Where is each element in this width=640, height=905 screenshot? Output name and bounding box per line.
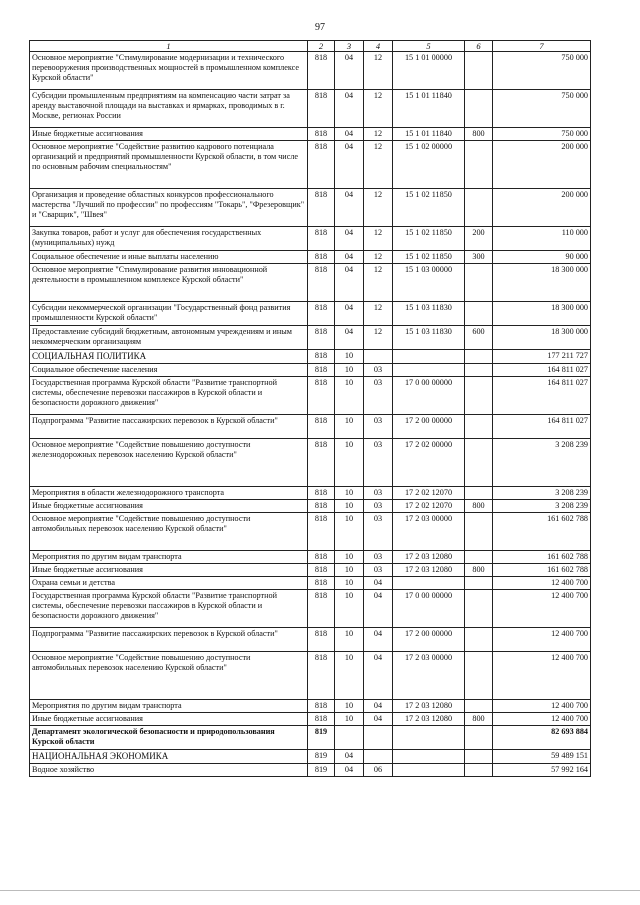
cell-target-article: 17 2 02 12070 bbox=[393, 500, 465, 513]
cell-target-article: 17 2 02 12070 bbox=[393, 487, 465, 500]
column-header: 5 bbox=[393, 41, 465, 52]
cell-ministry-code: 818 bbox=[308, 90, 335, 128]
cell-amount: 12 400 700 bbox=[493, 577, 591, 590]
cell-target-article: 15 1 02 11850 bbox=[393, 251, 465, 264]
cell-expense-type: 800 bbox=[465, 128, 493, 141]
cell-name: Иные бюджетные ассигнования bbox=[30, 128, 308, 141]
cell-ministry-code: 818 bbox=[308, 141, 335, 189]
cell-section-code: 04 bbox=[335, 251, 364, 264]
cell-ministry-code: 818 bbox=[308, 364, 335, 377]
cell-amount: 750 000 bbox=[493, 128, 591, 141]
cell-amount: 161 602 788 bbox=[493, 513, 591, 551]
cell-target-article: 15 1 01 11840 bbox=[393, 128, 465, 141]
cell-amount: 18 300 000 bbox=[493, 302, 591, 326]
cell-expense-type bbox=[465, 439, 493, 487]
cell-expense-type bbox=[465, 90, 493, 128]
cell-name: Организация и проведение областных конкурсов профессионального мастерства "Лучший по профессии" по профессиям "Токарь", "Фрезеровщик" и "Сварщик", "Швея" bbox=[30, 189, 308, 227]
cell-name: Основное мероприятие "Содействие повышению доступности автомобильных перевозок населению Курской области" bbox=[30, 513, 308, 551]
table-header-row bbox=[30, 41, 591, 52]
cell-section-code: 10 bbox=[335, 439, 364, 487]
cell-amount: 12 400 700 bbox=[493, 628, 591, 652]
cell-name: Мероприятия в области железнодорожного транспорта bbox=[30, 487, 308, 500]
cell-amount: 90 000 bbox=[493, 251, 591, 264]
table-row bbox=[30, 500, 591, 513]
cell-subsection-code: 12 bbox=[364, 326, 393, 350]
cell-amount: 161 602 788 bbox=[493, 551, 591, 564]
cell-subsection-code: 04 bbox=[364, 713, 393, 726]
cell-subsection-code: 12 bbox=[364, 141, 393, 189]
cell-subsection-code bbox=[364, 750, 393, 764]
column-header: 2 bbox=[308, 41, 335, 52]
table-row bbox=[30, 652, 591, 700]
cell-ministry-code: 819 bbox=[308, 750, 335, 764]
cell-subsection-code: 04 bbox=[364, 590, 393, 628]
cell-subsection-code: 04 bbox=[364, 700, 393, 713]
cell-subsection-code bbox=[364, 350, 393, 364]
cell-section-code: 10 bbox=[335, 364, 364, 377]
column-header: 1 bbox=[30, 41, 308, 52]
cell-target-article: 15 1 02 00000 bbox=[393, 141, 465, 189]
table-row bbox=[30, 227, 591, 251]
column-header: 6 bbox=[465, 41, 493, 52]
cell-subsection-code: 03 bbox=[364, 551, 393, 564]
cell-section-code: 10 bbox=[335, 513, 364, 551]
cell-name: Мероприятия по другим видам транспорта bbox=[30, 700, 308, 713]
page-number: 97 bbox=[315, 22, 325, 33]
cell-expense-type bbox=[465, 377, 493, 415]
table-row bbox=[30, 513, 591, 551]
cell-amount: 57 992 164 bbox=[493, 764, 591, 777]
cell-ministry-code: 818 bbox=[308, 628, 335, 652]
cell-section-code: 04 bbox=[335, 90, 364, 128]
cell-section-code: 04 bbox=[335, 764, 364, 777]
cell-ministry-code: 818 bbox=[308, 415, 335, 439]
table-row bbox=[30, 128, 591, 141]
cell-name: Основное мероприятие "Содействие повышению доступности железнодорожных перевозок населению Курской области" bbox=[30, 439, 308, 487]
cell-subsection-code: 03 bbox=[364, 377, 393, 415]
cell-name: Водное хозяйство bbox=[30, 764, 308, 777]
cell-ministry-code: 818 bbox=[308, 251, 335, 264]
cell-expense-type bbox=[465, 551, 493, 564]
cell-expense-type: 300 bbox=[465, 251, 493, 264]
cell-expense-type bbox=[465, 700, 493, 713]
cell-ministry-code: 819 bbox=[308, 726, 335, 750]
cell-amount: 82 693 884 bbox=[493, 726, 591, 750]
cell-amount: 164 811 027 bbox=[493, 364, 591, 377]
cell-target-article: 15 1 02 11850 bbox=[393, 189, 465, 227]
table-row bbox=[30, 189, 591, 227]
cell-ministry-code: 818 bbox=[308, 439, 335, 487]
table-row bbox=[30, 726, 591, 750]
table-row bbox=[30, 364, 591, 377]
cell-ministry-code: 818 bbox=[308, 227, 335, 251]
cell-ministry-code: 818 bbox=[308, 551, 335, 564]
cell-ministry-code: 818 bbox=[308, 264, 335, 302]
cell-name: Основное мероприятие "Стимулирование развития инновационной деятельности в промышленном комплексе Курской области" bbox=[30, 264, 308, 302]
table-row bbox=[30, 350, 591, 364]
table-row bbox=[30, 264, 591, 302]
cell-subsection-code: 03 bbox=[364, 500, 393, 513]
cell-name: Закупка товаров, работ и услуг для обеспечения государственных (муниципальных) нужд bbox=[30, 227, 308, 251]
table-row bbox=[30, 90, 591, 128]
cell-ministry-code: 818 bbox=[308, 350, 335, 364]
table-row bbox=[30, 377, 591, 415]
cell-expense-type bbox=[465, 590, 493, 628]
cell-section-code: 10 bbox=[335, 377, 364, 415]
cell-name: Охрана семьи и детства bbox=[30, 577, 308, 590]
cell-target-article: 17 2 00 00000 bbox=[393, 415, 465, 439]
cell-section-code: 04 bbox=[335, 52, 364, 90]
cell-ministry-code: 818 bbox=[308, 487, 335, 500]
cell-target-article: 15 1 02 11850 bbox=[393, 227, 465, 251]
cell-subsection-code: 12 bbox=[364, 189, 393, 227]
cell-section-code: 10 bbox=[335, 350, 364, 364]
table-row bbox=[30, 302, 591, 326]
cell-ministry-code: 818 bbox=[308, 128, 335, 141]
cell-target-article: 15 1 03 11830 bbox=[393, 302, 465, 326]
cell-name: Государственная программа Курской области "Развитие транспортной системы, обеспечение перевозки пассажиров в Курской области и безопасности дорожного движения" bbox=[30, 590, 308, 628]
cell-target-article: 17 2 00 00000 bbox=[393, 628, 465, 652]
cell-target-article bbox=[393, 726, 465, 750]
cell-target-article: 17 2 03 00000 bbox=[393, 513, 465, 551]
cell-ministry-code: 819 bbox=[308, 764, 335, 777]
cell-expense-type bbox=[465, 750, 493, 764]
cell-ministry-code: 818 bbox=[308, 189, 335, 227]
cell-expense-type bbox=[465, 415, 493, 439]
table-row bbox=[30, 713, 591, 726]
column-header: 4 bbox=[364, 41, 393, 52]
cell-target-article: 17 2 03 12080 bbox=[393, 700, 465, 713]
cell-section-code bbox=[335, 726, 364, 750]
cell-amount: 12 400 700 bbox=[493, 713, 591, 726]
cell-name: Социальное обеспечение населения bbox=[30, 364, 308, 377]
cell-ministry-code: 818 bbox=[308, 713, 335, 726]
cell-target-article: 17 0 00 00000 bbox=[393, 590, 465, 628]
cell-target-article bbox=[393, 350, 465, 364]
table-row bbox=[30, 487, 591, 500]
cell-expense-type bbox=[465, 364, 493, 377]
cell-expense-type: 800 bbox=[465, 500, 493, 513]
cell-section-code: 04 bbox=[335, 264, 364, 302]
cell-section-code: 10 bbox=[335, 628, 364, 652]
cell-name: Департамент экологической безопасности и природопользования Курской области bbox=[30, 726, 308, 750]
cell-target-article: 17 2 03 12080 bbox=[393, 713, 465, 726]
cell-target-article bbox=[393, 364, 465, 377]
column-header: 7 bbox=[493, 41, 591, 52]
cell-section-code: 10 bbox=[335, 487, 364, 500]
table-row bbox=[30, 764, 591, 777]
cell-name: Предоставление субсидий бюджетным, автономным учреждениям и иным некоммерческим организациям bbox=[30, 326, 308, 350]
table-row bbox=[30, 564, 591, 577]
table-row bbox=[30, 628, 591, 652]
cell-ministry-code: 818 bbox=[308, 52, 335, 90]
table-row bbox=[30, 700, 591, 713]
cell-section-code: 04 bbox=[335, 141, 364, 189]
table-row bbox=[30, 326, 591, 350]
cell-name: Основное мероприятие "Стимулирование модернизации и технического перевооружения производственных мощностей в промышленном комплексе Курской области" bbox=[30, 52, 308, 90]
cell-expense-type bbox=[465, 764, 493, 777]
cell-name: Государственная программа Курской области "Развитие транспортной системы, обеспечение перевозки пассажиров в Курской области и безопасности дорожного движения" bbox=[30, 377, 308, 415]
cell-subsection-code: 03 bbox=[364, 439, 393, 487]
cell-name: Подпрограмма "Развитие пассажирских перевозок в Курской области" bbox=[30, 415, 308, 439]
cell-subsection-code: 03 bbox=[364, 415, 393, 439]
cell-amount: 12 400 700 bbox=[493, 700, 591, 713]
cell-target-article: 15 1 01 00000 bbox=[393, 52, 465, 90]
cell-expense-type bbox=[465, 189, 493, 227]
table-row bbox=[30, 551, 591, 564]
budget-table bbox=[29, 40, 591, 777]
cell-amount: 12 400 700 bbox=[493, 590, 591, 628]
cell-amount: 3 208 239 bbox=[493, 500, 591, 513]
cell-subsection-code: 12 bbox=[364, 227, 393, 251]
cell-section-code: 10 bbox=[335, 577, 364, 590]
cell-section-code: 04 bbox=[335, 227, 364, 251]
table-row bbox=[30, 251, 591, 264]
cell-amount: 200 000 bbox=[493, 141, 591, 189]
cell-expense-type bbox=[465, 577, 493, 590]
cell-expense-type bbox=[465, 726, 493, 750]
cell-section-code: 10 bbox=[335, 713, 364, 726]
cell-section-code: 10 bbox=[335, 700, 364, 713]
cell-section-code: 10 bbox=[335, 500, 364, 513]
cell-subsection-code: 12 bbox=[364, 52, 393, 90]
cell-section-code: 04 bbox=[335, 326, 364, 350]
cell-subsection-code: 06 bbox=[364, 764, 393, 777]
cell-amount: 12 400 700 bbox=[493, 652, 591, 700]
cell-amount: 18 300 000 bbox=[493, 326, 591, 350]
cell-section-code: 04 bbox=[335, 302, 364, 326]
cell-amount: 59 489 151 bbox=[493, 750, 591, 764]
cell-name: Иные бюджетные ассигнования bbox=[30, 500, 308, 513]
cell-ministry-code: 818 bbox=[308, 377, 335, 415]
cell-amount: 164 811 027 bbox=[493, 415, 591, 439]
cell-subsection-code: 12 bbox=[364, 302, 393, 326]
cell-subsection-code: 04 bbox=[364, 628, 393, 652]
cell-subsection-code: 12 bbox=[364, 251, 393, 264]
cell-expense-type: 200 bbox=[465, 227, 493, 251]
cell-subsection-code: 03 bbox=[364, 487, 393, 500]
cell-subsection-code: 12 bbox=[364, 128, 393, 141]
cell-amount: 18 300 000 bbox=[493, 264, 591, 302]
cell-target-article bbox=[393, 750, 465, 764]
table-body bbox=[30, 52, 591, 777]
cell-expense-type bbox=[465, 52, 493, 90]
cell-expense-type bbox=[465, 487, 493, 500]
column-header: 3 bbox=[335, 41, 364, 52]
cell-name: Мероприятия по другим видам транспорта bbox=[30, 551, 308, 564]
cell-expense-type bbox=[465, 652, 493, 700]
cell-name: Социальное обеспечение и иные выплаты населению bbox=[30, 251, 308, 264]
cell-ministry-code: 818 bbox=[308, 564, 335, 577]
cell-expense-type: 800 bbox=[465, 713, 493, 726]
cell-ministry-code: 818 bbox=[308, 590, 335, 628]
cell-section-code: 10 bbox=[335, 415, 364, 439]
cell-subsection-code: 03 bbox=[364, 364, 393, 377]
cell-expense-type: 800 bbox=[465, 564, 493, 577]
table-row bbox=[30, 590, 591, 628]
cell-expense-type: 600 bbox=[465, 326, 493, 350]
cell-expense-type bbox=[465, 302, 493, 326]
cell-amount: 164 811 027 bbox=[493, 377, 591, 415]
cell-amount: 750 000 bbox=[493, 90, 591, 128]
table-row bbox=[30, 439, 591, 487]
cell-amount: 200 000 bbox=[493, 189, 591, 227]
cell-expense-type bbox=[465, 350, 493, 364]
cell-expense-type bbox=[465, 628, 493, 652]
cell-name: Подпрограмма "Развитие пассажирских перевозок в Курской области" bbox=[30, 628, 308, 652]
cell-ministry-code: 818 bbox=[308, 326, 335, 350]
cell-subsection-code: 12 bbox=[364, 264, 393, 302]
cell-ministry-code: 818 bbox=[308, 513, 335, 551]
cell-section-code: 10 bbox=[335, 590, 364, 628]
cell-section-code: 10 bbox=[335, 652, 364, 700]
cell-amount: 177 211 727 bbox=[493, 350, 591, 364]
table-row bbox=[30, 750, 591, 764]
cell-ministry-code: 818 bbox=[308, 500, 335, 513]
cell-target-article: 15 1 03 11830 bbox=[393, 326, 465, 350]
cell-subsection-code: 12 bbox=[364, 90, 393, 128]
cell-amount: 3 208 239 bbox=[493, 487, 591, 500]
cell-subsection-code: 03 bbox=[364, 513, 393, 551]
cell-target-article: 15 1 01 11840 bbox=[393, 90, 465, 128]
cell-target-article: 17 2 02 00000 bbox=[393, 439, 465, 487]
cell-subsection-code: 04 bbox=[364, 652, 393, 700]
page-bottom-rule bbox=[0, 890, 640, 891]
cell-amount: 3 208 239 bbox=[493, 439, 591, 487]
cell-amount: 110 000 bbox=[493, 227, 591, 251]
cell-ministry-code: 818 bbox=[308, 652, 335, 700]
cell-name: Иные бюджетные ассигнования bbox=[30, 564, 308, 577]
cell-section-code: 04 bbox=[335, 750, 364, 764]
cell-section-code: 04 bbox=[335, 128, 364, 141]
cell-section-code: 10 bbox=[335, 564, 364, 577]
table-row bbox=[30, 415, 591, 439]
table-row bbox=[30, 141, 591, 189]
cell-subsection-code: 04 bbox=[364, 577, 393, 590]
cell-ministry-code: 818 bbox=[308, 700, 335, 713]
cell-subsection-code: 03 bbox=[364, 564, 393, 577]
cell-name: НАЦИОНАЛЬНАЯ ЭКОНОМИКА bbox=[30, 750, 308, 764]
cell-name: Иные бюджетные ассигнования bbox=[30, 713, 308, 726]
cell-name: Субсидии некоммерческой организации "Государственный фонд развития промышленности Курской области" bbox=[30, 302, 308, 326]
cell-expense-type bbox=[465, 264, 493, 302]
cell-section-code: 10 bbox=[335, 551, 364, 564]
cell-target-article: 15 1 03 00000 bbox=[393, 264, 465, 302]
cell-name: СОЦИАЛЬНАЯ ПОЛИТИКА bbox=[30, 350, 308, 364]
cell-target-article: 17 2 03 12080 bbox=[393, 551, 465, 564]
cell-target-article: 17 0 00 00000 bbox=[393, 377, 465, 415]
cell-name: Субсидии промышленным предприятиям на компенсацию части затрат за аренду выставочной площади на выставках и ярмарках, проводимых в г. Москве, регионах России bbox=[30, 90, 308, 128]
cell-ministry-code: 818 bbox=[308, 302, 335, 326]
cell-section-code: 04 bbox=[335, 189, 364, 227]
cell-expense-type bbox=[465, 513, 493, 551]
cell-amount: 750 000 bbox=[493, 52, 591, 90]
cell-target-article bbox=[393, 764, 465, 777]
table-row bbox=[30, 577, 591, 590]
cell-target-article: 17 2 03 12080 bbox=[393, 564, 465, 577]
cell-name: Основное мероприятие "Содействие развитию кадрового потенциала организаций и предприятий промышленности Курской области, в том числе по основным рабочим специальностям" bbox=[30, 141, 308, 189]
cell-expense-type bbox=[465, 141, 493, 189]
cell-ministry-code: 818 bbox=[308, 577, 335, 590]
cell-subsection-code bbox=[364, 726, 393, 750]
cell-target-article: 17 2 03 00000 bbox=[393, 652, 465, 700]
cell-amount: 161 602 788 bbox=[493, 564, 591, 577]
cell-target-article bbox=[393, 577, 465, 590]
table-row bbox=[30, 52, 591, 90]
cell-name: Основное мероприятие "Содействие повышению доступности автомобильных перевозок населению Курской области" bbox=[30, 652, 308, 700]
